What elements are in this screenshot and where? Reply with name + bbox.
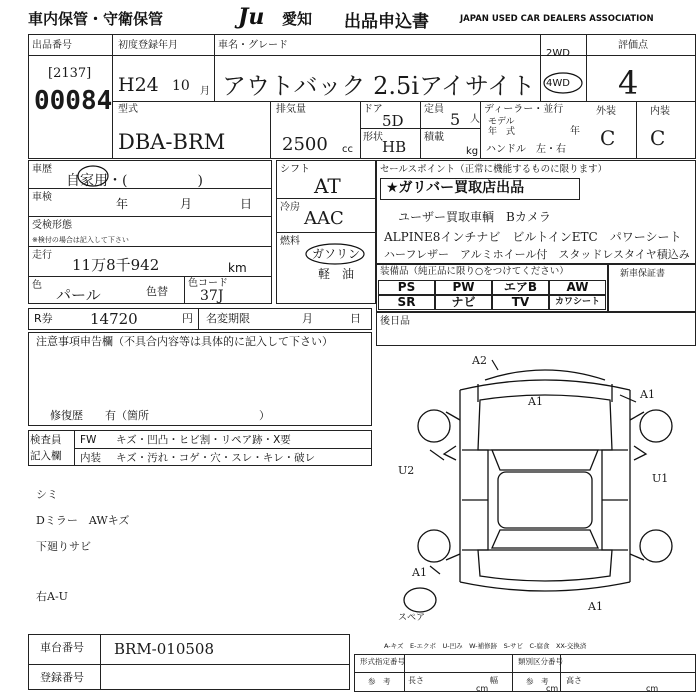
equip-ps: PS: [378, 280, 435, 295]
recycle-frame: [28, 308, 372, 330]
displacement-value: 2500: [282, 134, 328, 155]
equip-navi: ナビ: [435, 295, 492, 310]
color-value: パール: [56, 286, 101, 304]
diagram-mark-a1-rear-left: A1: [412, 566, 427, 579]
model-label: 車名・グレード: [218, 40, 288, 51]
drive-4wd-circle: [540, 70, 586, 96]
displacement-label: 排気量: [276, 104, 306, 115]
lot-bracket: [2137]: [48, 66, 92, 81]
width-label: 幅: [490, 676, 498, 685]
width-unit: cm: [546, 684, 559, 693]
color-code-value: 37J: [200, 288, 224, 304]
header-org: 愛知: [282, 10, 313, 28]
mileage-label: 走行: [32, 250, 52, 261]
type-code-label: 型式: [118, 104, 138, 115]
diagram-mark-a1-hood: A1: [528, 395, 543, 408]
color-swap-label: 色替: [146, 285, 168, 298]
gulliver-banner-text: ★ガリバー買取店出品: [386, 180, 525, 196]
inspection-year: 年: [116, 197, 129, 211]
interior-value: C: [650, 126, 666, 150]
inspector-row2: キズ・汚れ・コゲ・穴・スレ・キレ・破レ: [116, 452, 316, 464]
mileage-value: 11万8千942: [72, 256, 160, 274]
reg-month-unit: 月: [200, 86, 210, 97]
reg-year-label: 初度登録年月: [118, 40, 178, 51]
selling-line-3: ハーフレザー アルミホイール付 スタッドレスタイヤ積込み: [384, 248, 690, 261]
recycle-unit: 円: [182, 312, 193, 325]
chassis-value: BRM-010508: [114, 640, 215, 658]
model-year-unit: 年: [570, 126, 580, 137]
history-private-circle: [76, 164, 110, 188]
equip-aw: AW: [549, 280, 606, 295]
history-label: 車歴: [32, 164, 52, 175]
notice-label: 受検形態: [32, 220, 72, 231]
notice-sub: ※検付の場合は記入して下さい: [32, 236, 129, 244]
reg-number-label: 登録番号: [40, 671, 84, 684]
header-org-en: JAPAN USED CAR DEALERS ASSOCIATION: [460, 14, 654, 24]
diagram-mark-u1: U1: [652, 472, 669, 485]
inspector-note-1: シミ: [36, 488, 58, 501]
inspection-day: 日: [240, 197, 253, 211]
recycle-label: R券: [34, 312, 53, 325]
dealer-label: ディーラー・並行: [484, 104, 564, 115]
equip-pw: PW: [435, 280, 492, 295]
name-change-day: 日: [350, 312, 361, 325]
inspector-label-2: 記入欄: [30, 450, 62, 462]
history-value: 自家用・( ): [66, 173, 203, 189]
repair-history: 修復歴 有（箇所 ）: [50, 409, 270, 422]
class-number-ref: 参 考: [526, 677, 549, 686]
spare-label: スペア: [398, 613, 426, 623]
length-unit: cm: [476, 684, 489, 693]
after-reg-frame: [376, 312, 696, 346]
inspector-row1: キズ・凹凸・ヒビ割・リペア跡・X要: [116, 434, 291, 446]
ac-label: 冷房: [280, 202, 300, 213]
inspector-note-2: Dミラー AWキズ: [36, 514, 130, 527]
fuel-label: 燃料: [280, 236, 300, 247]
equip-tv: TV: [492, 295, 549, 310]
interior-label: 内装: [650, 106, 670, 117]
capacity-unit: 人: [470, 114, 480, 125]
guarantee-label: 新車保証書: [620, 269, 666, 279]
grade-value: 4: [618, 64, 639, 102]
lot-label: 出品番号: [32, 40, 72, 51]
name-change-label: 名変期限: [206, 312, 250, 325]
fuel-gasoline: ガソリン: [312, 247, 361, 261]
type-code-value: DBA-BRM: [118, 130, 226, 154]
ac-value: AAC: [304, 208, 344, 229]
steering-label: ハンドル 左・右: [486, 144, 566, 155]
exterior-label: 外装: [596, 106, 616, 117]
model-year-label-2: 年 式: [488, 127, 516, 137]
model-year-label: モデル: [488, 117, 515, 127]
inspector-interior: 内装: [80, 452, 101, 464]
displacement-unit: cc: [342, 144, 353, 155]
model-value: アウトバック 2.5iアイサイト: [222, 72, 536, 100]
selling-line-2: ALPINE8インチナビ ビルトインETC パワーシート: [384, 230, 682, 244]
exterior-value: C: [600, 126, 616, 150]
lot-number: 00084: [34, 86, 113, 116]
inspector-fw: FW: [80, 434, 97, 446]
length-label: 長さ: [408, 676, 424, 685]
selling-points-label: セールスポイント（正常に機能するものに限ります）: [380, 164, 608, 175]
doors-value: 5D: [382, 112, 404, 130]
header-left-title: 車内保管・守衛保管: [28, 10, 164, 28]
shape-value: HB: [382, 138, 407, 156]
ju-logo: Ju: [238, 4, 265, 30]
inspection-month: 月: [180, 197, 193, 211]
doors-label: ドア: [363, 104, 383, 115]
shift-label: シフト: [280, 164, 310, 175]
inspector-note-3: 下廻りサビ: [36, 540, 91, 553]
inspection-label: 車検: [32, 192, 52, 203]
recycle-value: 14720: [90, 310, 138, 328]
reg-year-value: H24: [118, 74, 159, 96]
fuel-diesel: 軽 油: [318, 267, 355, 281]
drive-2wd: 2WD: [546, 48, 570, 59]
capacity-label: 定員: [424, 104, 444, 115]
drive-4wd: 4WD: [546, 78, 570, 89]
color-code-label: 色コード: [188, 278, 228, 289]
damage-legend: A-キズ E-エクボ U-凹み W-補修跡 S-サビ C-腐食 XX-交換済: [384, 642, 587, 650]
inspector-note-5: 右A-U: [36, 590, 68, 603]
equip-sr: SR: [378, 295, 435, 310]
equip-leather-seat: カワシート: [549, 295, 606, 310]
notes-label: 注意事項申告欄（不具合内容等は具体的に記入して下さい）: [36, 335, 333, 348]
chassis-label: 車台番号: [40, 641, 84, 654]
name-change-month: 月: [302, 312, 313, 325]
diagram-mark-a2: A2: [472, 354, 487, 367]
equip-airbag: エアB: [492, 280, 549, 295]
equipment-label: 装備品（純正品に限り○をつけてください）: [380, 266, 569, 277]
load-label: 積載: [424, 132, 444, 143]
inspector-label-1: 検査員: [30, 434, 62, 446]
mileage-unit: km: [228, 261, 247, 275]
form-number-label: 形式指定番号: [360, 657, 405, 666]
height-label: 高さ: [566, 676, 582, 685]
header-form-title: 出品申込書: [344, 12, 429, 32]
fuel-gasoline-circle: [304, 242, 366, 266]
diagram-mark-a1-rear-bumper: A1: [588, 600, 603, 613]
diagram-mark-a1-front-right: A1: [640, 388, 655, 401]
shape-label: 形状: [363, 132, 383, 143]
form-number-ref: 参 考: [368, 677, 391, 686]
after-reg-label: 後日品: [380, 316, 410, 327]
reg-month-value: 10: [172, 78, 190, 94]
height-unit: cm: [646, 684, 659, 693]
capacity-value: 5: [450, 110, 461, 129]
selling-line-1: ユーザー買取車輌 Bカメラ: [398, 210, 551, 224]
grade-label: 評価点: [618, 40, 648, 51]
diagram-mark-u2: U2: [398, 464, 415, 477]
color-label: 色: [32, 280, 42, 291]
class-number-label: 類別区分番号: [518, 657, 563, 666]
shift-value: AT: [314, 174, 341, 198]
load-unit: kg: [466, 146, 479, 157]
